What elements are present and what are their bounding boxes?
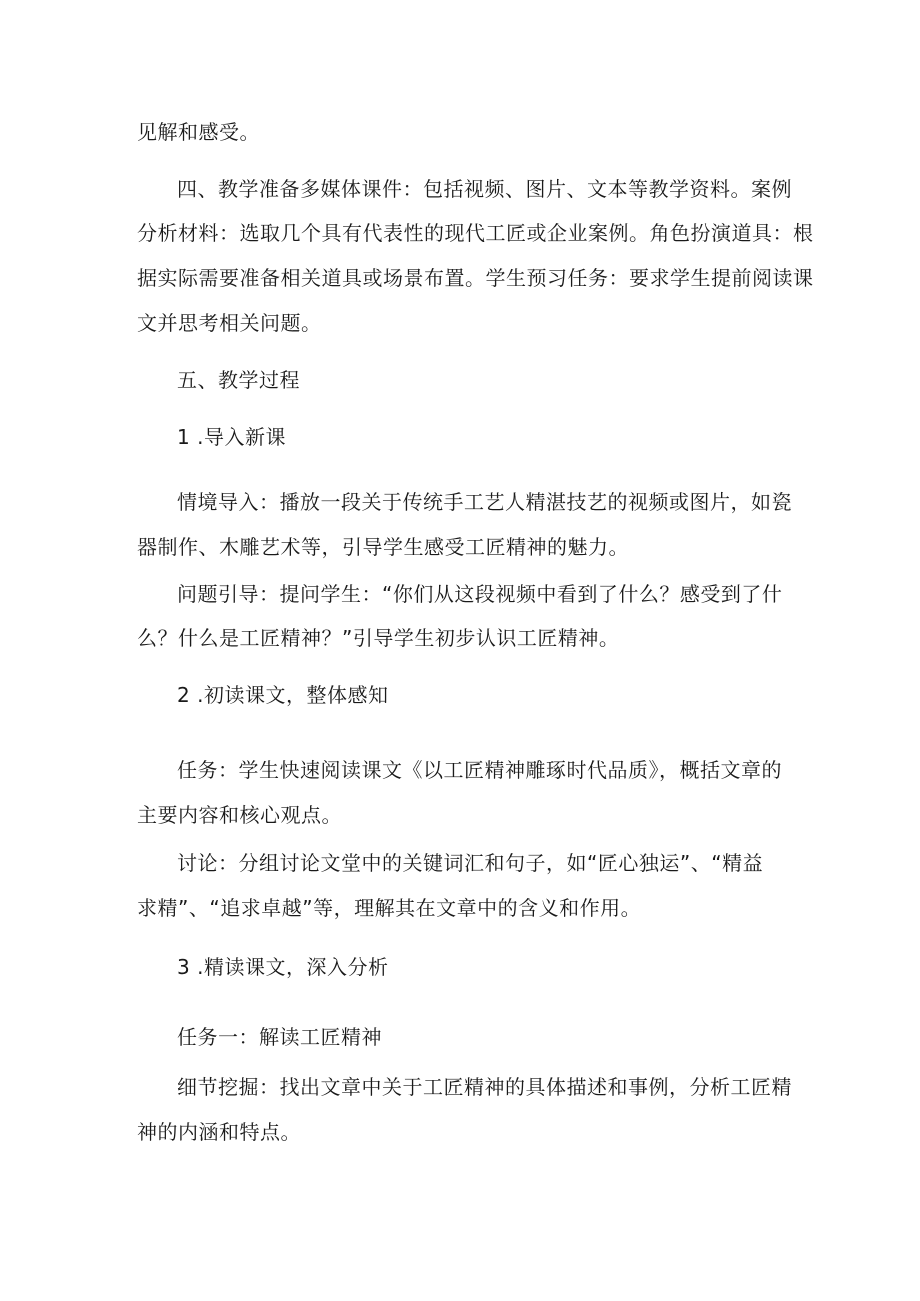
text-line-13: 任务：学生快速阅读课文《以工匠精神雕琢时代品质》，概括文章的: [177, 758, 782, 782]
text-line-4: 据实际需要准备相关道具或场景布置。学生预习任务：要求学生提前阅读课: [137, 266, 814, 290]
text-line-18: 任务一：解读工匠精神: [177, 1025, 382, 1049]
text-line-10: 问题引导：提问学生：“你们从这段视频中看到了什么？感受到了什: [177, 582, 783, 606]
text-line-20: 神的内涵和特点。: [137, 1120, 301, 1144]
subheading-2: 2 .初读课文，整体感知: [177, 683, 389, 707]
text-line-8: 情境导入：播放一段关于传统手工艺人精湛技艺的视频或图片，如瓷: [177, 490, 792, 514]
text-line-1: 见解和感受。: [137, 120, 260, 144]
subheading-1: 1 .导入新课: [177, 425, 286, 449]
text-line-14: 主要内容和核心观点。: [137, 803, 342, 827]
text-line-15: 讨论：分组讨论文堂中的关键词汇和句子，如“匠心独运”、“精益: [177, 851, 764, 875]
section-heading-5: 五、教学过程: [177, 368, 300, 392]
text-line-9: 器制作、木雕艺术等，引导学生感受工匠精神的魅力。: [137, 535, 629, 559]
text-line-11: 么？什么是工匠精神？”引导学生初步认识工匠精神。: [137, 626, 620, 650]
text-line-2: 四、教学准备多媒体课件：包括视频、图片、文本等教学资料。案例: [177, 177, 792, 201]
text-line-3: 分析材料：选取几个具有代表性的现代工匠或企业案例。角色扮演道具：根: [137, 221, 814, 245]
text-line-5: 文并思考相关问题。: [137, 311, 322, 335]
text-line-19: 细节挖掘：找出文章中关于工匠精神的具体描述和事例，分析工匠精: [177, 1075, 792, 1099]
text-line-16: 求精”、“追求卓越”等，理解其在文章中的含义和作用。: [137, 896, 642, 920]
subheading-3: 3 .精读课文，深入分析: [177, 955, 389, 979]
